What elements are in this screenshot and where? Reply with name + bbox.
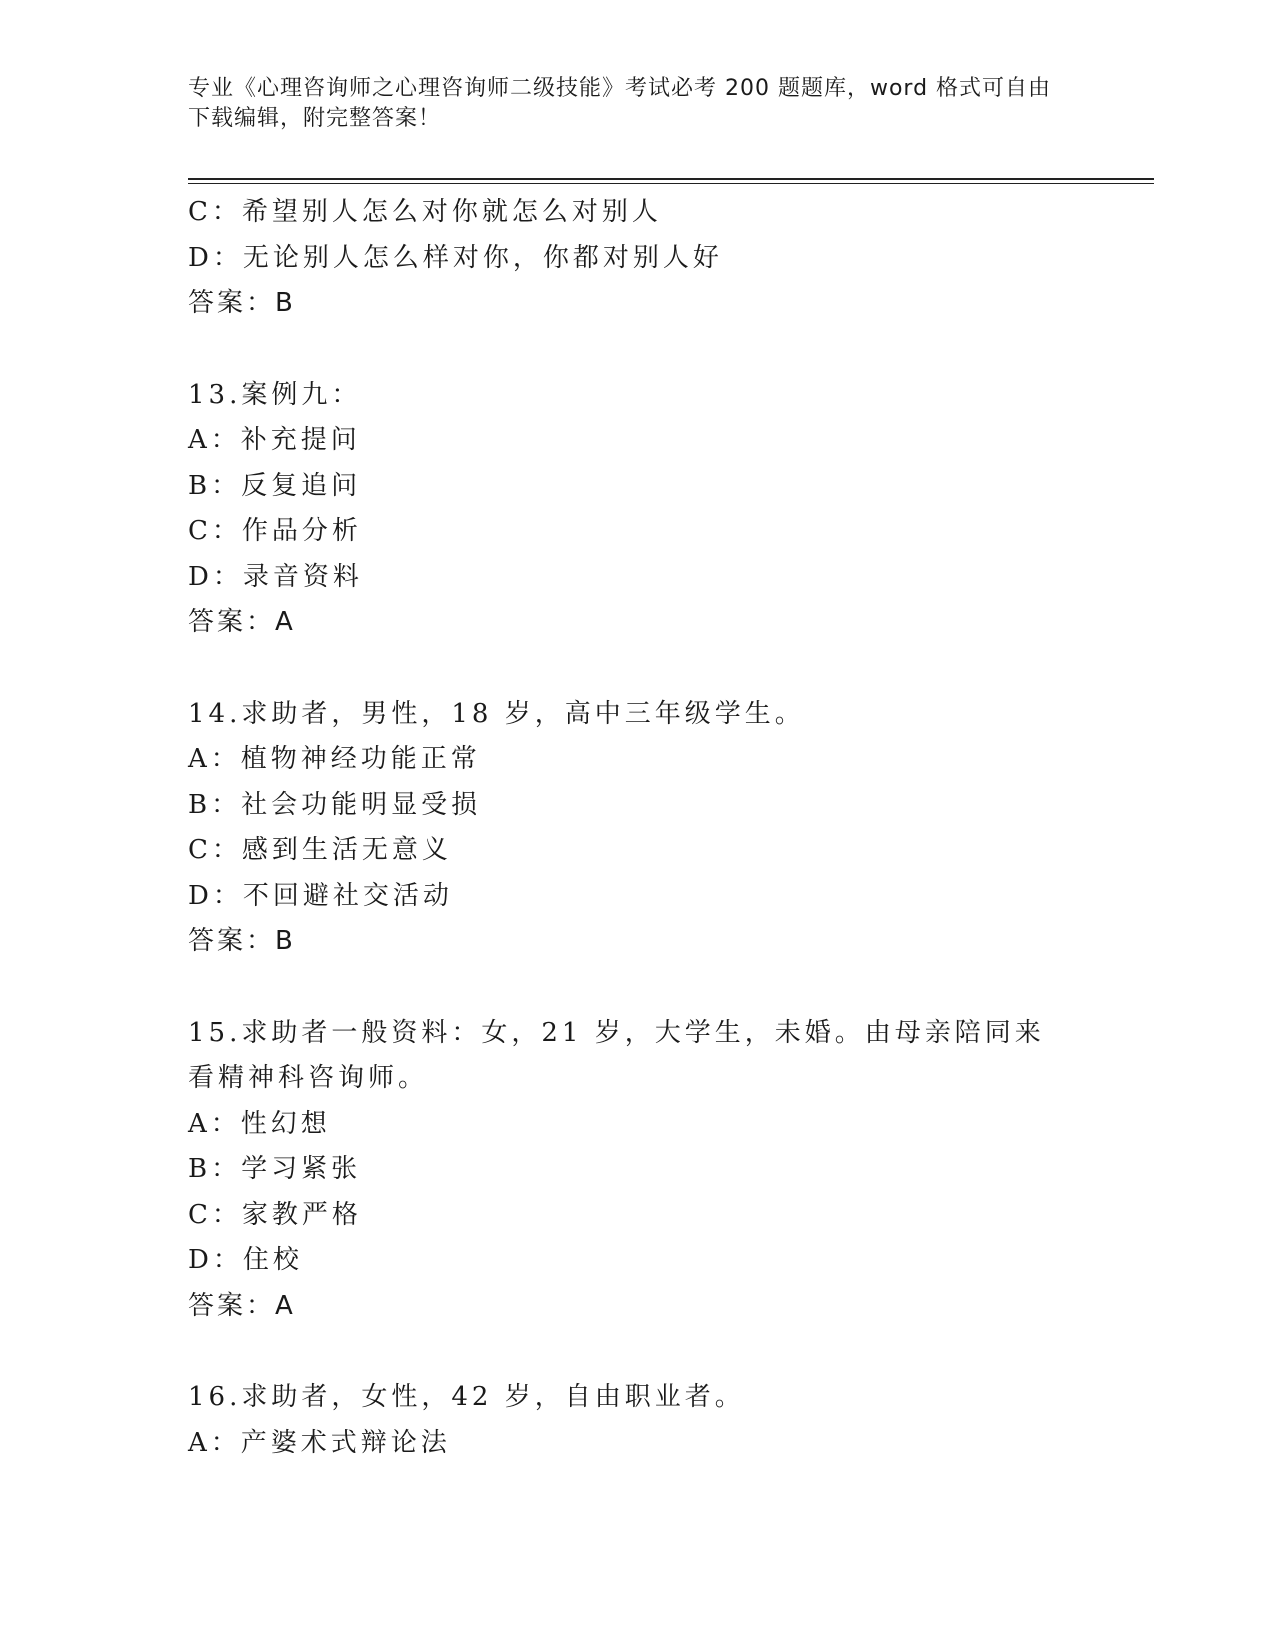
answer-line: 答案：A	[188, 1290, 296, 1321]
option-b: B：社会功能明显受损	[188, 789, 482, 820]
option-b: B：反复追问	[188, 470, 362, 501]
option-d: D：不回避社交活动	[188, 880, 453, 911]
question-12-continued	[188, 190, 1088, 327]
spacer	[188, 646, 1088, 692]
option-a: A：性幻想	[188, 1108, 331, 1139]
question-stem: 15.求助者一般资料：女，21 岁，大学生，未婚。由母亲陪同来看精神科咨询师。	[188, 1017, 1045, 1093]
option-d: D：录音资料	[188, 561, 363, 592]
option-a: A：植物神经功能正常	[188, 744, 481, 774]
spacer	[188, 1329, 1088, 1375]
header-divider-thick	[188, 178, 1154, 180]
option-c: C：希望别人怎么对你就怎么对别人	[188, 197, 662, 227]
question-stem: 14.求助者，男性，18 岁，高中三年级学生。	[188, 698, 805, 729]
document-header: 专业《心理咨询师之心理咨询师二级技能》考试必考 200 题题库，word 格式可自由下载编辑，附完整答案！	[188, 76, 1052, 131]
question-15	[188, 1011, 1088, 1330]
question-stem: 13.案例九：	[188, 379, 362, 410]
option-d: D：无论别人怎么样对你，你都对别人好	[188, 242, 723, 273]
header-divider-thin	[188, 183, 1154, 184]
option-a: A：补充提问	[188, 425, 361, 455]
option-c: C：家教严格	[188, 1199, 362, 1230]
option-d: D：住校	[188, 1245, 303, 1275]
question-14	[188, 692, 1088, 965]
question-stem: 16.求助者，女性，42 岁，自由职业者。	[188, 1382, 745, 1412]
spacer	[188, 327, 1088, 373]
question-content	[188, 190, 1088, 1466]
question-16	[188, 1375, 1088, 1466]
answer-line: 答案：B	[188, 926, 296, 956]
answer-line: 答案：A	[188, 607, 296, 637]
question-13	[188, 373, 1088, 646]
option-a: A：产婆术式辩论法	[188, 1427, 451, 1458]
option-b: B：学习紧张	[188, 1154, 362, 1184]
option-c: C：作品分析	[188, 516, 362, 546]
option-c: C：感到生活无意义	[188, 835, 452, 865]
answer-line: 答案：B	[188, 288, 296, 318]
spacer	[188, 965, 1088, 1011]
